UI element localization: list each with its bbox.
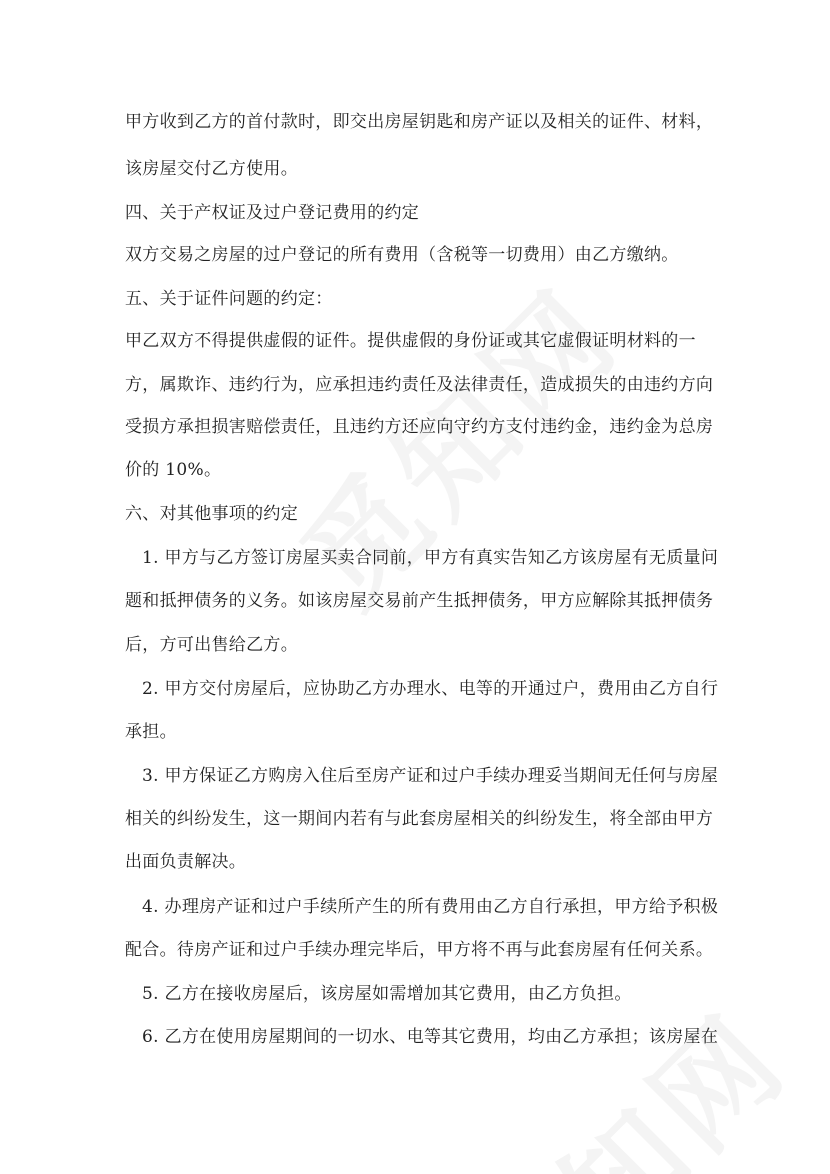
- list-item-line: 后，方可出售给乙方。: [125, 635, 298, 655]
- list-item-line: 配合。待房产证和过户手续办理完毕后，甲方将不再与此套房屋有任何关系。: [125, 940, 714, 960]
- list-item-5: 5. 乙方在接收房屋后，该房屋如需增加其它费用，由乙方负担。: [142, 984, 632, 1004]
- paragraph-line: 双方交易之房屋的过户登记的所有费用（含税等一切费用）由乙方缴纳。: [125, 245, 679, 265]
- list-item-3: 3. 甲方保证乙方购房入住后至房产证和过户手续办理妥当期间无任何与房屋: [142, 766, 719, 786]
- list-item-line: 承担。: [125, 722, 177, 742]
- list-item-6: 6. 乙方在使用房屋期间的一切水、电等其它费用，均由乙方承担；该房屋在: [142, 1027, 719, 1047]
- list-item-4: 4. 办理房产证和过户手续所产生的所有费用由乙方自行承担，甲方给予积极: [142, 897, 719, 917]
- section-heading-5: 五、关于证件问题的约定：: [125, 289, 333, 309]
- section-heading-6: 六、对其他事项的约定: [125, 504, 298, 524]
- list-item-line: 出面负责解决。: [125, 852, 247, 872]
- paragraph-line: 价的 10%。: [125, 460, 222, 480]
- paragraph-line: 方，属欺诈、违约行为，应承担违约责任及法律责任，造成损失的由违约方向: [125, 375, 714, 395]
- paragraph-line: 甲方收到乙方的首付款时，即交出房屋钥匙和房产证以及相关的证件、材料，: [125, 112, 714, 132]
- paragraph-line: 受损方承担损害赔偿责任，且违约方还应向守约方支付违约金，违约金为总房: [125, 417, 714, 437]
- list-item-2: 2. 甲方交付房屋后，应协助乙方办理水、电等的开通过户，费用由乙方自行: [142, 679, 719, 699]
- paragraph-line: 该房屋交付乙方使用。: [125, 159, 298, 179]
- list-item-line: 题和抵押债务的义务。如该房屋交易前产生抵押债务，甲方应解除其抵押债务: [125, 591, 714, 611]
- list-item-line: 相关的纠纷发生，这一期间内若有与此套房屋相关的纠纷发生，将全部由甲方: [125, 809, 714, 829]
- paragraph-line: 甲乙双方不得提供虚假的证件。提供虚假的身份证或其它虚假证明材料的一: [125, 331, 696, 351]
- list-item-1: 1. 甲方与乙方签订房屋买卖合同前，甲方有真实告知乙方该房屋有无质量问: [142, 548, 719, 568]
- section-heading-4: 四、关于产权证及过户登记费用的约定: [125, 203, 420, 223]
